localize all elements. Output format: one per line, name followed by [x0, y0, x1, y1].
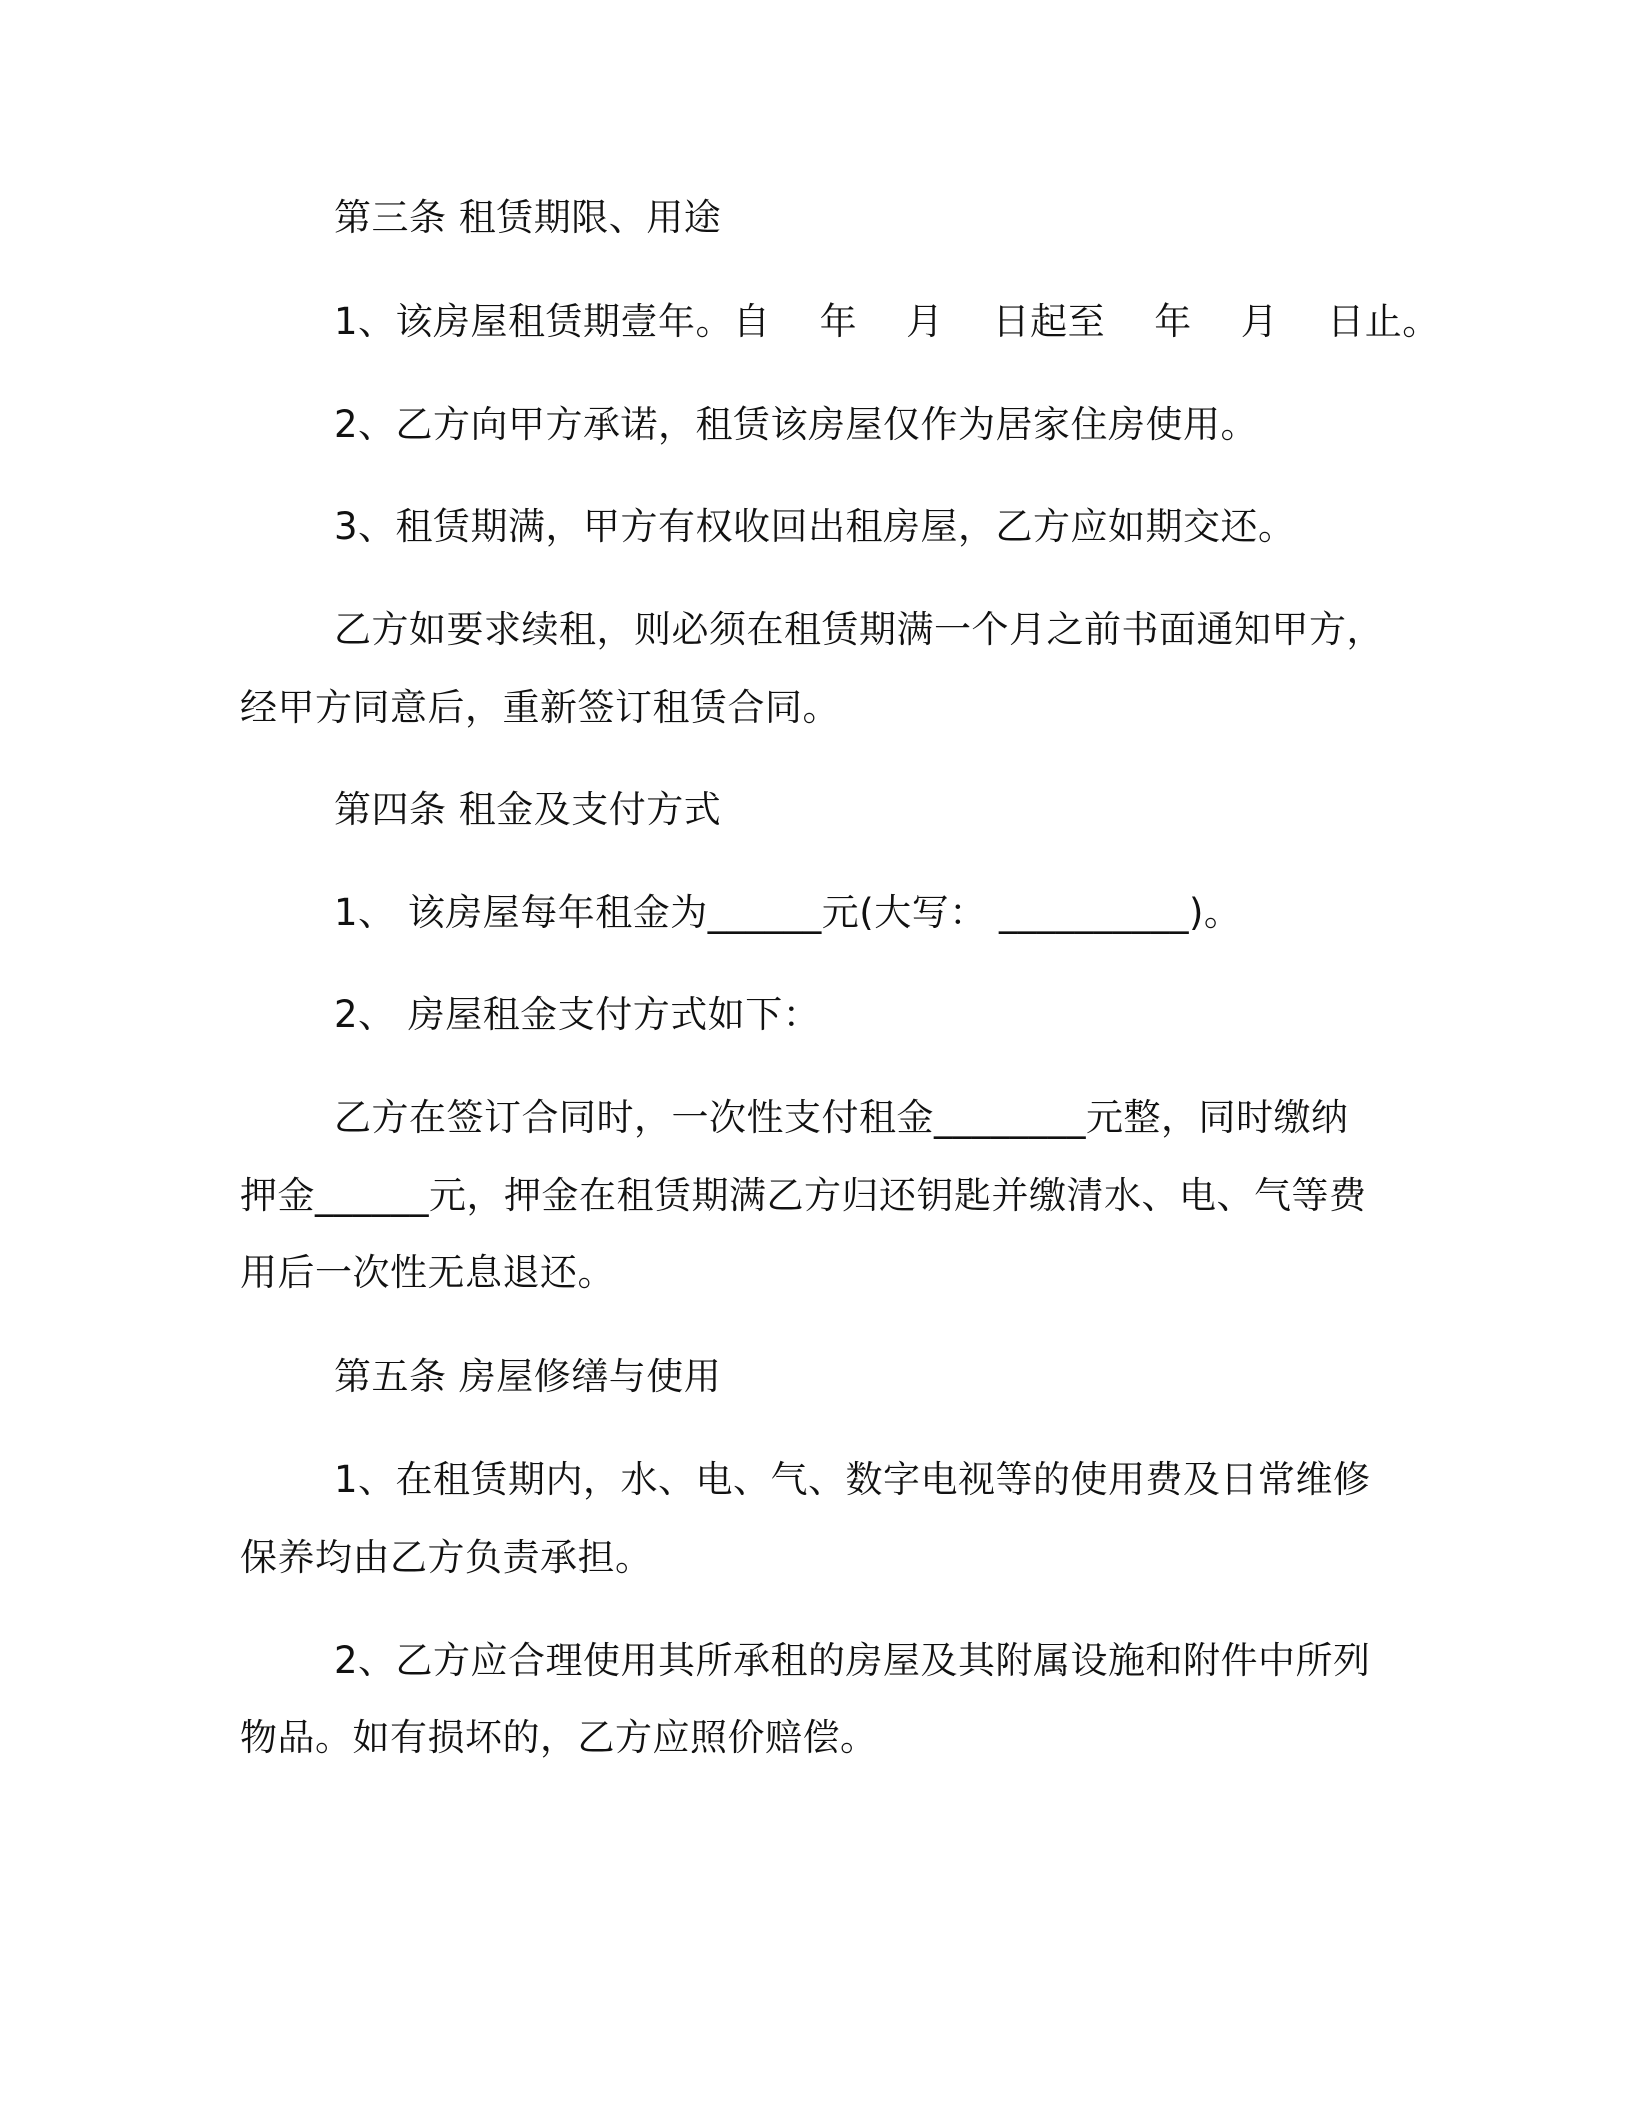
article-3-item-3: 3、租赁期满，甲方有权收回出租房屋，乙方应如期交还。: [334, 505, 1296, 548]
article-4-payment-line-1: 乙方在签订合同时，一次性支付租金________元整，同时缴纳: [334, 1096, 1349, 1139]
article-3-item-2: 2、乙方向甲方承诺，租赁该房屋仅作为居家住房使用。: [334, 403, 1259, 446]
article-5-item-1-line-1: 1、在租赁期内，水、电、气、数字电视等的使用费及日常维修: [334, 1458, 1371, 1501]
article-3-renewal-line-1: 乙方如要求续租，则必须在租赁期满一个月之前书面通知甲方，: [334, 608, 1384, 651]
article-4-heading: 第四条 租金及支付方式: [334, 788, 722, 831]
article-3-heading: 第三条 租赁期限、用途: [334, 196, 722, 239]
article-3-renewal-line-2: 经甲方同意后，重新签订租赁合同。: [240, 686, 840, 729]
article-3-item-1: 1、该房屋租赁期壹年。自 年 月 日起至 年 月 日止。: [334, 300, 1440, 343]
article-4-payment-line-3: 用后一次性无息退还。: [240, 1251, 615, 1294]
article-5-item-2-line-1: 2、乙方应合理使用其所承租的房屋及其附属设施和附件中所列: [334, 1639, 1371, 1682]
article-4-item-1: 1、 该房屋每年租金为______元(大写： __________)。: [334, 891, 1242, 934]
article-4-item-2: 2、 房屋租金支付方式如下：: [334, 993, 821, 1036]
article-4-payment-line-2: 押金______元，押金在租赁期满乙方归还钥匙并缴清水、电、气等费: [240, 1174, 1367, 1217]
article-5-heading: 第五条 房屋修缮与使用: [334, 1355, 722, 1398]
article-5-item-2-line-2: 物品。如有损坏的，乙方应照价赔偿。: [240, 1716, 878, 1759]
article-5-item-1-line-2: 保养均由乙方负责承担。: [240, 1536, 653, 1579]
